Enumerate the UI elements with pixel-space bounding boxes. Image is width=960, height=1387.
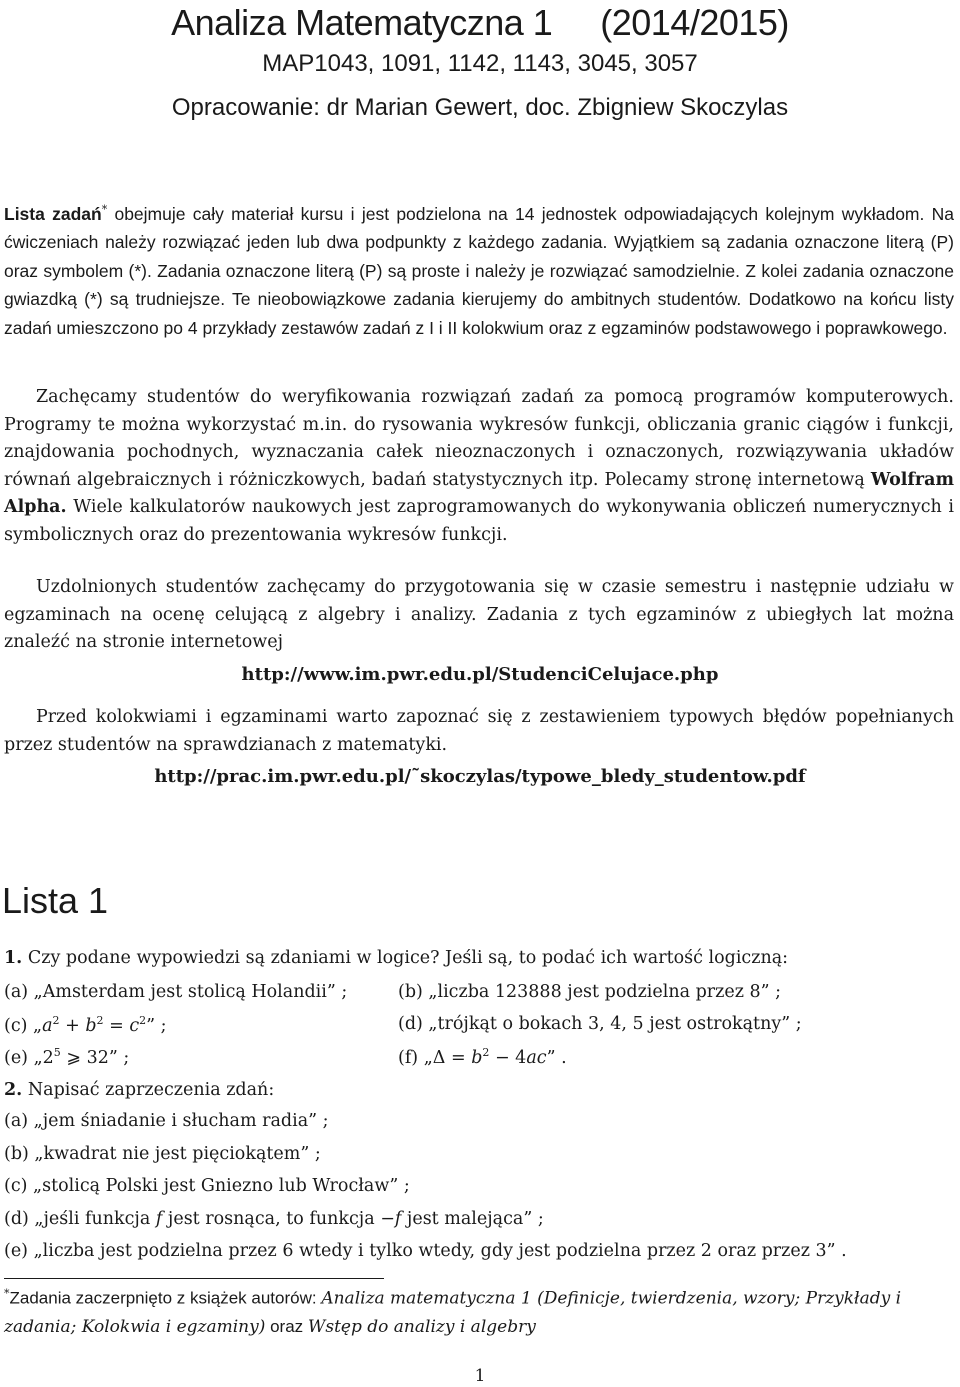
footnote-marker: * [101, 203, 108, 216]
url-typowe-bledy[interactable]: http://prac.im.pwr.edu.pl/˜skoczylas/typowe_bledy_studentow.pdf [154, 766, 806, 787]
task-1-f: (f) „Δ = $b^2 - 4ac$” . [398, 1046, 567, 1068]
software-paragraph: Zachęcamy studentów do weryfikowania rozwiązań zadań za pomocą programów komputerowych. Programy te można wykorzystać m.in. do rysowania wykresów funkcji, obliczania granic ciągów i funkcji, znajdowania pochodnych, wyznaczania całek nieoznaczonych i oznaczonych, rozwiązywania układów równań algebraicznych i różniczkowych, badań statystycznych itp. Polecamy stronę internetową Wolfram Alpha. Wiele kalkulatorów naukowych jest zaprogramowanych do wykonywania obliczeń numerycznych i symbolicznych oraz do prezentowania wykresów funkcji. [4, 387, 954, 545]
errors-paragraph: Przed kolokwiami i egzaminami warto zapoznać się z zestawieniem typowych błędów popełnianych przez studentów na sprawdzianach z matematyki. [4, 707, 954, 755]
task-1-c: (c) $„a^2 + b^2 = c^2$” ; [4, 1014, 167, 1036]
intro-lead: Lista zadań [4, 203, 102, 224]
task-1-d: (d) „trójkąt o bokach 3, 4, 5 jest ostrokątny” ; [398, 1014, 802, 1034]
authors-line: Opracowanie: dr Marian Gewert, doc. Zbigniew Skoczylas [171, 94, 789, 121]
task-2-d: (d) „jeśli funkcja f jest rosnąca, to funkcja −f jest malejąca” ; [4, 1209, 544, 1229]
intro-text: obejmuje cały materiał kursu i jest podzielona na 14 jednostek odpowiadających kolejnym wykładom. Na ćwiczeniach należy rozwiązać jeden lub dwa podpunkty z każdego zadania. Wyjątkiem są zadania oznaczone literą (P) oraz symbolem (*). Zadania oznaczone literą (P) są proste i należy je rozwiązać samodzielnie. Z kolei zadania oznaczone gwiazdką (*) są trudniejsze. Te nieobowiązkowe zadania kierujemy do ambitnych studentów. Dodatkowo na końcu listy zadań umieszczono po 4 przykłady zestawów zadań z I i II kolokwium oraz z egzaminów podstawowego i poprawkowego. [4, 203, 954, 338]
task-2-prompt: 2. Napisać zaprzeczenia zdań: [4, 1080, 275, 1100]
task-1-e: (e) $„2^5$ ⩾ 32” ; [4, 1046, 130, 1068]
footnote-rule [4, 1278, 384, 1279]
gifted-paragraph: Uzdolnionych studentów zachęcamy do przygotowania się w czasie semestru i następnie udziału w egzaminach na ocenę celującą z algebry i analizy. Zadania z tych egzaminów z ubiegłych lat można znaleźć na stronie internetowej [4, 577, 954, 652]
task-2-c: (c) „stolicą Polski jest Gniezno lub Wrocław” ; [4, 1176, 410, 1196]
section-title: Lista 1 [2, 880, 109, 921]
task-1-a: (a) „Amsterdam jest stolicą Holandii” ; [4, 982, 348, 1002]
course-codes: MAP1043, 1091, 1142, 1143, 3045, 3057 [262, 50, 698, 77]
task-2-a: (a) „jem śniadanie i słucham radia” ; [4, 1111, 329, 1131]
task-2-e: (e) „liczba jest podzielna przez 6 wtedy i tylko wtedy, gdy jest podzielna przez 2 oraz przez 3” . [4, 1241, 847, 1261]
page-number: 1 [474, 1366, 486, 1386]
url-studenci-celujace[interactable]: http://www.im.pwr.edu.pl/StudenciCelujace.php [241, 664, 719, 685]
task-1-b: (b) „liczba 123888 jest podzielna przez 8” ; [398, 982, 782, 1002]
task-1-prompt: 1. Czy podane wypowiedzi są zdaniami w logice? Jeśli są, to podać ich wartość logiczną: [4, 948, 789, 968]
intro-paragraph [4, 196, 954, 343]
task-2-b: (b) „kwadrat nie jest pięciokątem” ; [4, 1144, 321, 1164]
document-title: Analiza Matematyczna 1 (2014/2015) [171, 2, 789, 43]
wolfram-alpha-link[interactable]: Wolfram Alpha. [4, 469, 954, 517]
footnote: *Zadania zaczerpnięto z książek autorów: Analiza matematyczna 1 (Definicje, twierdzenia, wzory; Przykłady i zadania; Kolokwia i egzaminy) oraz Wstęp do analizy i algebry [4, 1287, 902, 1337]
